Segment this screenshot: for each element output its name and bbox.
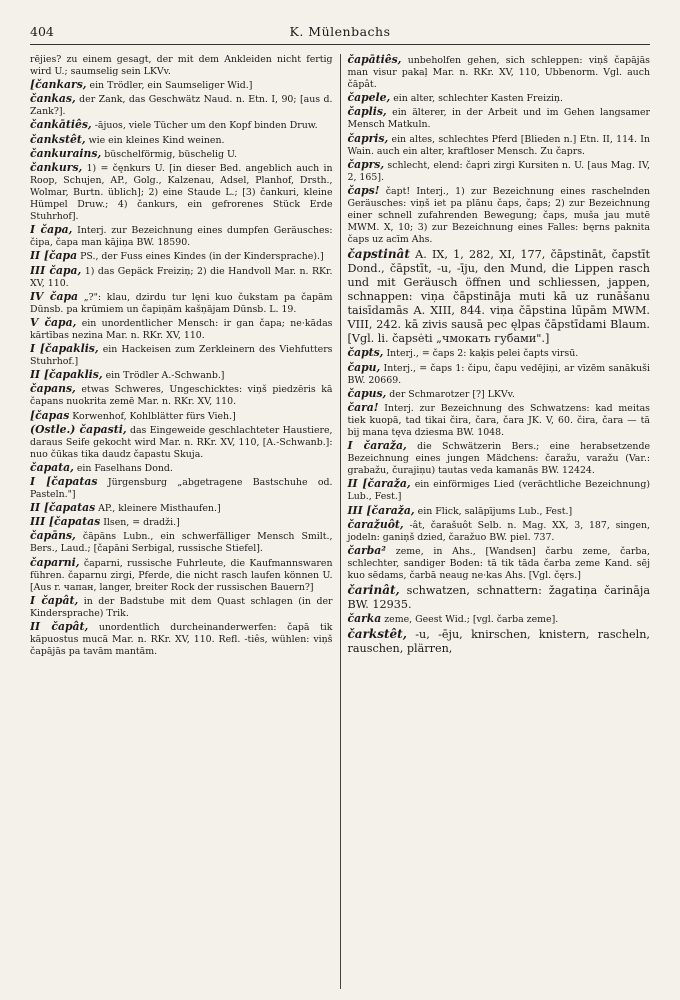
entry-definition: ein altes, schlechtes Pferd [Blieden n.] Etn. II, 114. In Wain. auch ein alter, kraftloser Mensch. Zu čaprs. bbox=[347, 133, 650, 157]
entry-headword: čarinât, bbox=[347, 583, 400, 598]
entry-headword: čankstêt, bbox=[30, 132, 86, 146]
entry-definition: ein alter, schlechter Kasten Freiziņ. bbox=[393, 93, 564, 105]
entry-headword: čapris, bbox=[347, 131, 389, 145]
dictionary-entry bbox=[348, 347, 651, 360]
entry-headword: čaprs, bbox=[347, 157, 385, 171]
dictionary-entry bbox=[30, 343, 333, 368]
right-column bbox=[340, 54, 651, 989]
entry-headword: čaražuôt, bbox=[347, 517, 404, 531]
entry-headword: čapu, bbox=[347, 360, 381, 374]
entry-headword: [čankars, bbox=[30, 78, 87, 92]
dictionary-entry bbox=[30, 557, 333, 594]
entry-definition: der Schmarotzer [?] LKVv. bbox=[389, 388, 515, 400]
entry-definition: zeme, Geest Wid.; [vgl. čarba zeme]. bbox=[384, 614, 559, 626]
entry-headword: I čapât, bbox=[30, 593, 79, 607]
entry-definition: A. IX, 1, 282, XI, 177, čāpstināt, čapstīt Dond., čāpstīt, -u, -īju, den Mund, die Lippen rasch und mit Geräusch öffnen und schliessen, jappen, schnappen: viņa čāpstināja muti kā uz runāšanu taisīdamās A. XIII, 844. viņa čāpstina lūpām MWM. VIII, 242. kā zivis sausā pec ęlpas čāpstīdami Blaum. [Vgl. li. čapsėti „чмокать губами".] bbox=[347, 248, 650, 346]
entry-definition: die Schwätzerin Bers.; eine herabsetzende Bezeichnung eines jungen Mädchens: čaražu, varažu (Var.: grabažu, čurajiņu) tautas veda kamanās BW. 12424. bbox=[347, 441, 650, 477]
dictionary-entry bbox=[348, 402, 651, 439]
left-column bbox=[30, 54, 340, 989]
entry-headword: čapātiês, bbox=[347, 54, 402, 66]
entry-headword: III [čaraža, bbox=[347, 503, 415, 517]
entry-definition: Korwenhof, Kohlblätter fürs Vieh.] bbox=[72, 410, 236, 422]
entry-headword: I [čapaklis, bbox=[30, 342, 99, 356]
entry-headword: čankas, bbox=[30, 92, 76, 106]
entry-definition: etwas Schweres, Ungeschicktes: viņš piedzēris kā čapans nuokrita zemē Mar. n. RKr. XV, 110. bbox=[30, 384, 333, 408]
entry-definition: in der Badstube mit dem Quast schlagen (in der Kindersprache) Trik. bbox=[30, 595, 333, 619]
dictionary-entry bbox=[30, 502, 333, 515]
dictionary-entry bbox=[30, 250, 333, 263]
dictionary-entry bbox=[348, 505, 651, 518]
entry-headword: čaparni, bbox=[30, 555, 80, 569]
entry-definition: ein einförmiges Lied (verächtliche Bezeichnung) Lub., Fest.] bbox=[347, 479, 650, 503]
dictionary-entry bbox=[30, 265, 333, 290]
entry-definition: Ilsen, = dradži.] bbox=[103, 517, 180, 529]
entry-definition: ein Faselhans Dond. bbox=[76, 462, 173, 474]
entry-definition: Interj., = čaps 2: kaķis pelei čapts virsū. bbox=[386, 348, 579, 360]
entry-headword: čapāns, bbox=[30, 529, 76, 543]
entry-headword: V čapa, bbox=[30, 315, 77, 329]
entry-headword: čapus, bbox=[347, 386, 387, 400]
entry-headword: čankātiês, bbox=[30, 118, 92, 132]
entry-definition: -u, -ēju, knirschen, knistern, rascheln, rauschen, plärren, bbox=[347, 628, 650, 656]
dictionary-entry bbox=[30, 54, 333, 78]
dictionary-entry bbox=[348, 440, 651, 477]
dictionary-entry bbox=[348, 133, 651, 158]
dictionary-entry bbox=[30, 291, 333, 316]
entry-headword: čankurains, bbox=[30, 146, 102, 160]
entry-definition: čaparni, russische Fuhrleute, die Kaufmannswaren führen. čaparnu zirgi, Pferde, die nicht rasch laufen können U. [Aus r. чапан, langer, breiter Rock der russischen Bauern?] bbox=[30, 557, 333, 593]
entry-headword: čara! bbox=[347, 400, 379, 414]
dictionary-entry bbox=[348, 185, 651, 246]
entry-headword: čarkstêt, bbox=[347, 627, 407, 642]
entry-headword: [čapas bbox=[30, 408, 70, 422]
entry-headword: II [čapaklis, bbox=[30, 368, 103, 382]
dictionary-entry bbox=[30, 462, 333, 475]
entry-definition: ein Hackeisen zum Zerkleinern des Viehfutters Stuhrhof.] bbox=[30, 344, 333, 368]
entry-headword: čapts, bbox=[347, 346, 384, 360]
dictionary-entry bbox=[30, 93, 333, 118]
entry-definition: 1) das Gepäck Freiziņ; 2) die Handvoll Mar. n. RKr. XV, 110. bbox=[30, 265, 333, 289]
entry-headword: čapstinât bbox=[347, 247, 410, 262]
entry-definition: ein unordentlicher Mensch: ir gan čapa; ne·kādas kārtības nezina Mar. n. RKr. XV, 110. bbox=[30, 317, 333, 341]
entry-definition: ein Flick, salāpījums Lub., Fest.] bbox=[417, 505, 573, 517]
entry-headword: čarka bbox=[347, 612, 382, 626]
dictionary-entry bbox=[30, 410, 333, 423]
entry-headword: I čaraža, bbox=[347, 439, 407, 453]
entry-definition: AP., kleinere Misthaufen.] bbox=[98, 503, 221, 515]
page-number: 404 bbox=[30, 24, 54, 39]
entry-definition: rējies? zu einem gesagt, der mit dem Ankleiden nicht fertig wird U.; saumselig sein LKVv. bbox=[30, 54, 333, 78]
entry-definition: schwatzen, schnattern: žagatiņa čarināja BW. 12935. bbox=[347, 584, 650, 612]
dictionary-entry bbox=[348, 388, 651, 401]
dictionary-entry bbox=[30, 369, 333, 382]
entry-headword: I [čapatas bbox=[30, 475, 98, 488]
dictionary-entry bbox=[348, 545, 651, 582]
entry-definition: unordentlich durcheinanderwerfen: čapā tik kāpuostus mucā Mar. n. RKr. XV, 110. Refl. -tiês, wühlen: viņš čapājās pa tavām mantām. bbox=[30, 622, 333, 658]
entry-headword: čapans, bbox=[30, 382, 76, 396]
entry-definition: schlecht, elend: čapri zirgi Kursiten n. U. [aus Mag. IV, 2, 165]. bbox=[347, 159, 650, 183]
entry-headword: čaps! bbox=[347, 183, 380, 197]
entry-headword: II čapât, bbox=[30, 620, 89, 634]
entry-definition: -ājuos, viele Tücher um den Kopf binden Druw. bbox=[94, 120, 318, 132]
entry-definition: -ât, čarašuôt Selb. n. Mag. XX, 3, 187, singen, jodeln: ganiņš dzied, čaražuo BW. piel. 737. bbox=[347, 519, 650, 543]
dictionary-entry bbox=[30, 516, 333, 529]
entry-definition: unbeholfen gehen, sich schleppen: viņš čapājās man visur pakaļ Mar. n. RKr. XV, 110, Ubbenorm. Vgl. auch čāpât. bbox=[347, 55, 650, 91]
dictionary-entry bbox=[30, 79, 333, 92]
dictionary-entry bbox=[30, 476, 333, 501]
dictionary-entry bbox=[348, 247, 651, 346]
dictionary-entry bbox=[30, 530, 333, 555]
entry-headword: čaplis, bbox=[347, 105, 387, 119]
page-header bbox=[30, 22, 650, 45]
entry-headword: čapele, bbox=[347, 91, 391, 105]
entry-definition: wie ein kleines Kind weinen. bbox=[88, 134, 225, 146]
two-column-body bbox=[30, 54, 650, 989]
dictionary-entry bbox=[348, 159, 651, 184]
entry-definition: čapt! Interj., 1) zur Bezeichnung eines raschelnden Geräusches: viņš iet pa plānu čaps, čaps; 2) zur Bezeichnung einer schnell zufahrenden Bewegung; čaps, muša jau mutē MWM. X, 10; 3) zur Bezeichnung eines Falles: bęrns paknita čaps uz acīm Ahs. bbox=[347, 185, 650, 246]
running-head: K. Mülenbachs bbox=[289, 24, 391, 39]
entry-definition: ein Trödler, ein Saumseliger Wid.] bbox=[89, 80, 253, 92]
entry-headword: II [čaraža, bbox=[347, 477, 411, 491]
dictionary-entry bbox=[348, 362, 651, 387]
entry-definition: ein älterer, in der Arbeit und im Gehen langsamer Mensch Matkuln. bbox=[347, 107, 650, 131]
entry-headword: II [čapatas bbox=[30, 501, 96, 515]
entry-headword: čarba² bbox=[347, 543, 387, 557]
dictionary-entry bbox=[348, 92, 651, 105]
entry-definition: PS., der Fuss eines Kindes (in der Kindersprache).] bbox=[80, 251, 324, 263]
dictionary-entry bbox=[30, 119, 333, 132]
entry-definition: ein Trödler A.-Schwanb.] bbox=[105, 370, 225, 382]
dictionary-entry bbox=[30, 383, 333, 408]
dictionary-entry bbox=[30, 424, 333, 461]
dictionary-entry bbox=[30, 621, 333, 658]
dictionary-entry bbox=[30, 317, 333, 342]
dictionary-entry bbox=[348, 519, 651, 544]
dictionary-entry bbox=[348, 106, 651, 131]
dictionary-entry bbox=[30, 162, 333, 223]
entry-definition: Interj. zur Bezeichnung des Schwatzens: kad meitas tiek kuopā, tad tikai čira, čara, čara JK. V, 60. čira, čara — tā bij mana tęva dziesma BW. 1048. bbox=[347, 402, 650, 438]
dictionary-entry bbox=[30, 224, 333, 249]
dictionary-entry bbox=[348, 583, 651, 612]
entry-headword: IV čapa bbox=[30, 289, 79, 303]
entry-definition: Jürgensburg „abgetragene Bastschuhe od. Pasteln."] bbox=[30, 477, 333, 501]
entry-headword: II [čapa bbox=[30, 249, 78, 263]
dictionary-entry bbox=[30, 148, 333, 161]
dictionary-entry bbox=[30, 134, 333, 147]
entry-definition: Interj., = čaps 1: čipu, čapu vedējiņi, ar vīzēm sanākuši BW. 20669. bbox=[347, 362, 650, 386]
entry-definition: der Zank, das Geschwätz Naud. n. Etn. I, 90; [aus d. Zank?]. bbox=[30, 94, 333, 118]
entry-definition: čāpāns Lubn., ein schwerfälliger Mensch Smilt., Bers., Laud.; [čapāni Serbigal, russische Stiefel]. bbox=[30, 531, 333, 555]
entry-definition: büschelförmig, büschelig U. bbox=[104, 148, 238, 160]
entry-definition: das Eingeweide geschlachteter Haustiere, daraus Seife gekocht wird Mar. n. RKr. XV, 110, [A.-Schwanb.]: nuo čūkas tika daudz čapastu Skuja. bbox=[30, 424, 333, 460]
entry-headword: čapata, bbox=[30, 460, 74, 474]
entry-definition: Interj. zur Bezeichnung eines dumpfen Geräusches: čipa, čapa man kājiņa BW. 18590. bbox=[30, 225, 333, 249]
entry-headword: I čapa, bbox=[30, 223, 73, 237]
dictionary-entry bbox=[348, 478, 651, 503]
entry-definition: 1) = čęnkurs U. [in dieser Bed. angeblich auch in Roop, Schujen, AP., Golg., Kalzenau, Adsel, Planhof, Drsth., Wolmar, Burtn. üblich]; 2) eine Staude L.; [3) čankuri, kleine Hümpel Druw.; 4) čankurs, ein gefrorenes Stück Erde Stuhrhof]. bbox=[30, 162, 333, 223]
dictionary-entry bbox=[348, 627, 651, 656]
dictionary-entry bbox=[30, 595, 333, 620]
entry-definition: „?": klau, dzirdu tur lęni kuo čukstam pa čapām Dūnsb. pa krūmiem un čapiņām kašņājam Dūnsb. L. 19. bbox=[30, 291, 333, 315]
entry-headword: III čapa, bbox=[30, 263, 82, 277]
dictionary-entry bbox=[348, 613, 651, 626]
entry-headword: III [čapatas bbox=[30, 515, 101, 529]
dictionary-entry bbox=[348, 54, 651, 91]
entry-headword: (Ostle.) čapasti, bbox=[30, 422, 127, 436]
entry-headword: čankurs, bbox=[30, 160, 83, 174]
entry-definition: zeme, in Ahs., [Wandsen] čarbu zeme, čarba, schlechter, sandiger Boden: tā tik tāda čarba zeme Kand. sēj kuo sēdams, čarbā neaug ne·kas Ahs. [Vgl. čęrs.] bbox=[347, 545, 650, 581]
